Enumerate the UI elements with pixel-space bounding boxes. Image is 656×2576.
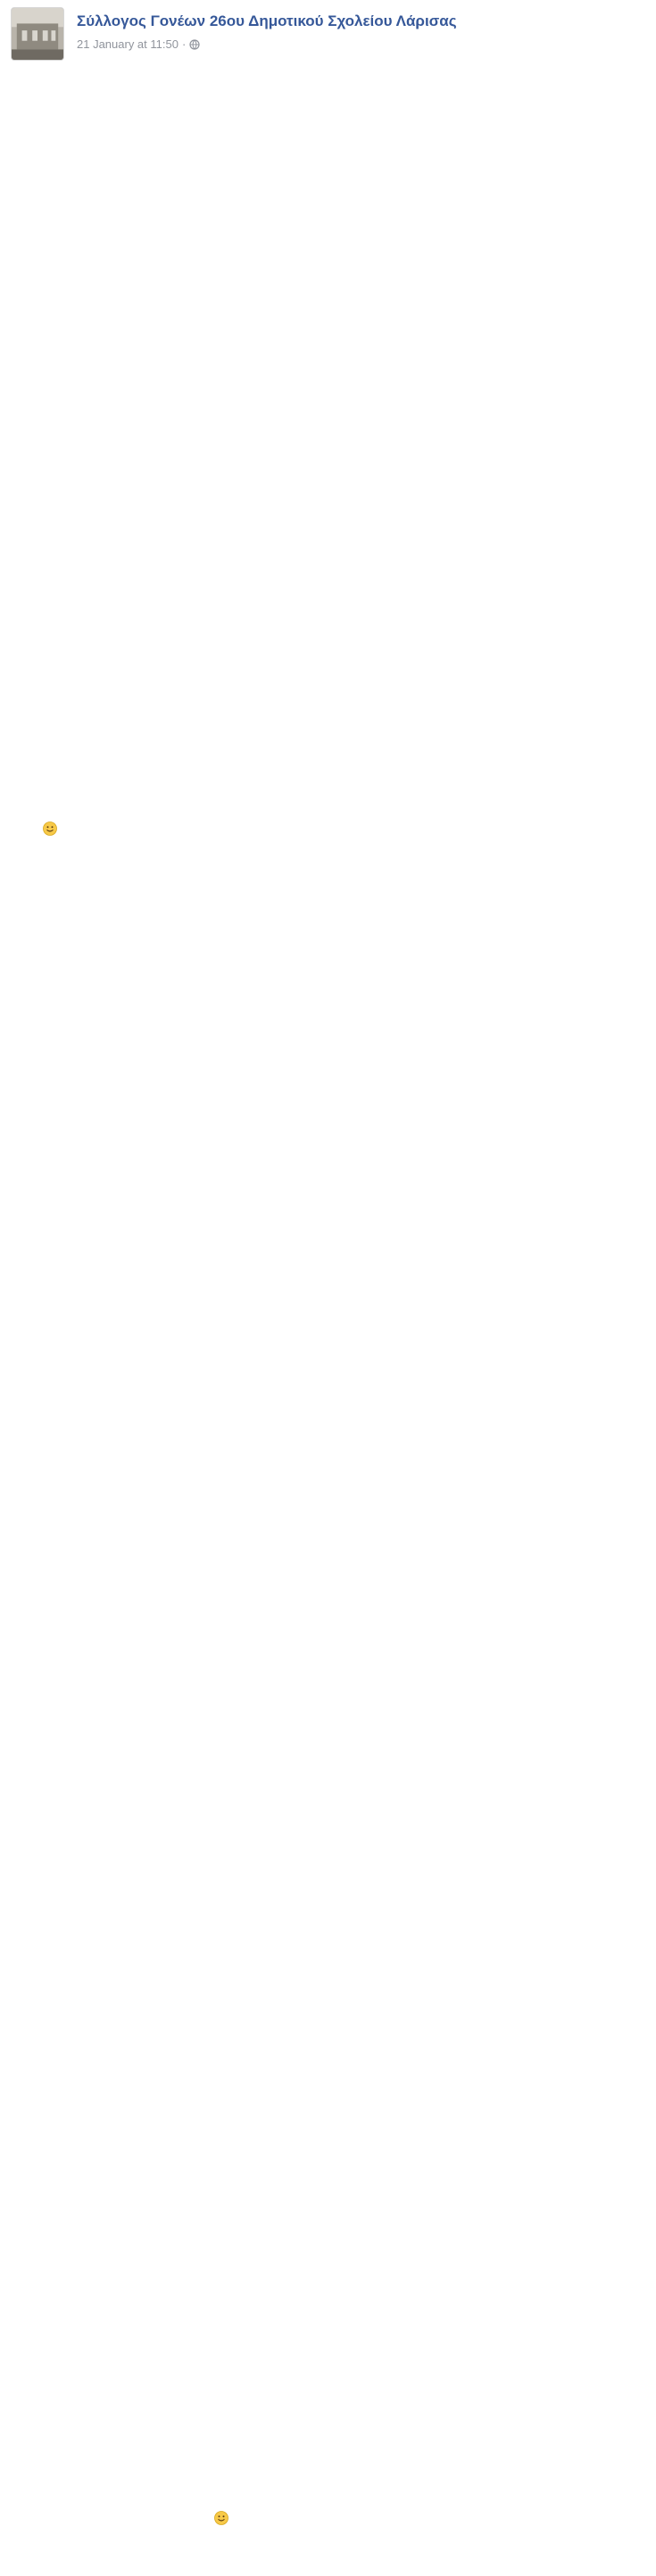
smile-emoji-icon	[43, 822, 57, 836]
post-paragraph	[11, 2383, 645, 2483]
post-paragraph	[11, 1905, 645, 2196]
post-paragraph	[11, 1579, 645, 1887]
post-paragraph	[11, 1099, 645, 1361]
post-paragraph	[11, 2501, 645, 2565]
post-timestamp[interactable]: 21 January at 11:50	[77, 37, 179, 51]
page-name-link[interactable]: Σύλλογος Γονέων 26ου Δημοτικού Σχολείου Λάρισας	[77, 12, 457, 29]
post-paragraph	[11, 73, 645, 132]
post-paragraph	[11, 819, 645, 1081]
globe-icon[interactable]	[189, 39, 200, 50]
meta-separator: ·	[181, 37, 187, 51]
post-paragraph	[11, 1379, 645, 1561]
page-avatar[interactable]	[11, 7, 64, 61]
post-paragraph	[11, 710, 645, 801]
avatar-image-icon	[12, 8, 63, 60]
post-paragraph	[11, 362, 645, 555]
post-paragraph	[11, 150, 645, 344]
post-paragraph	[11, 573, 645, 692]
post-header	[11, 7, 645, 71]
post-meta	[77, 37, 200, 53]
post-paragraph	[11, 2214, 645, 2365]
smile-emoji-icon	[214, 2511, 228, 2525]
